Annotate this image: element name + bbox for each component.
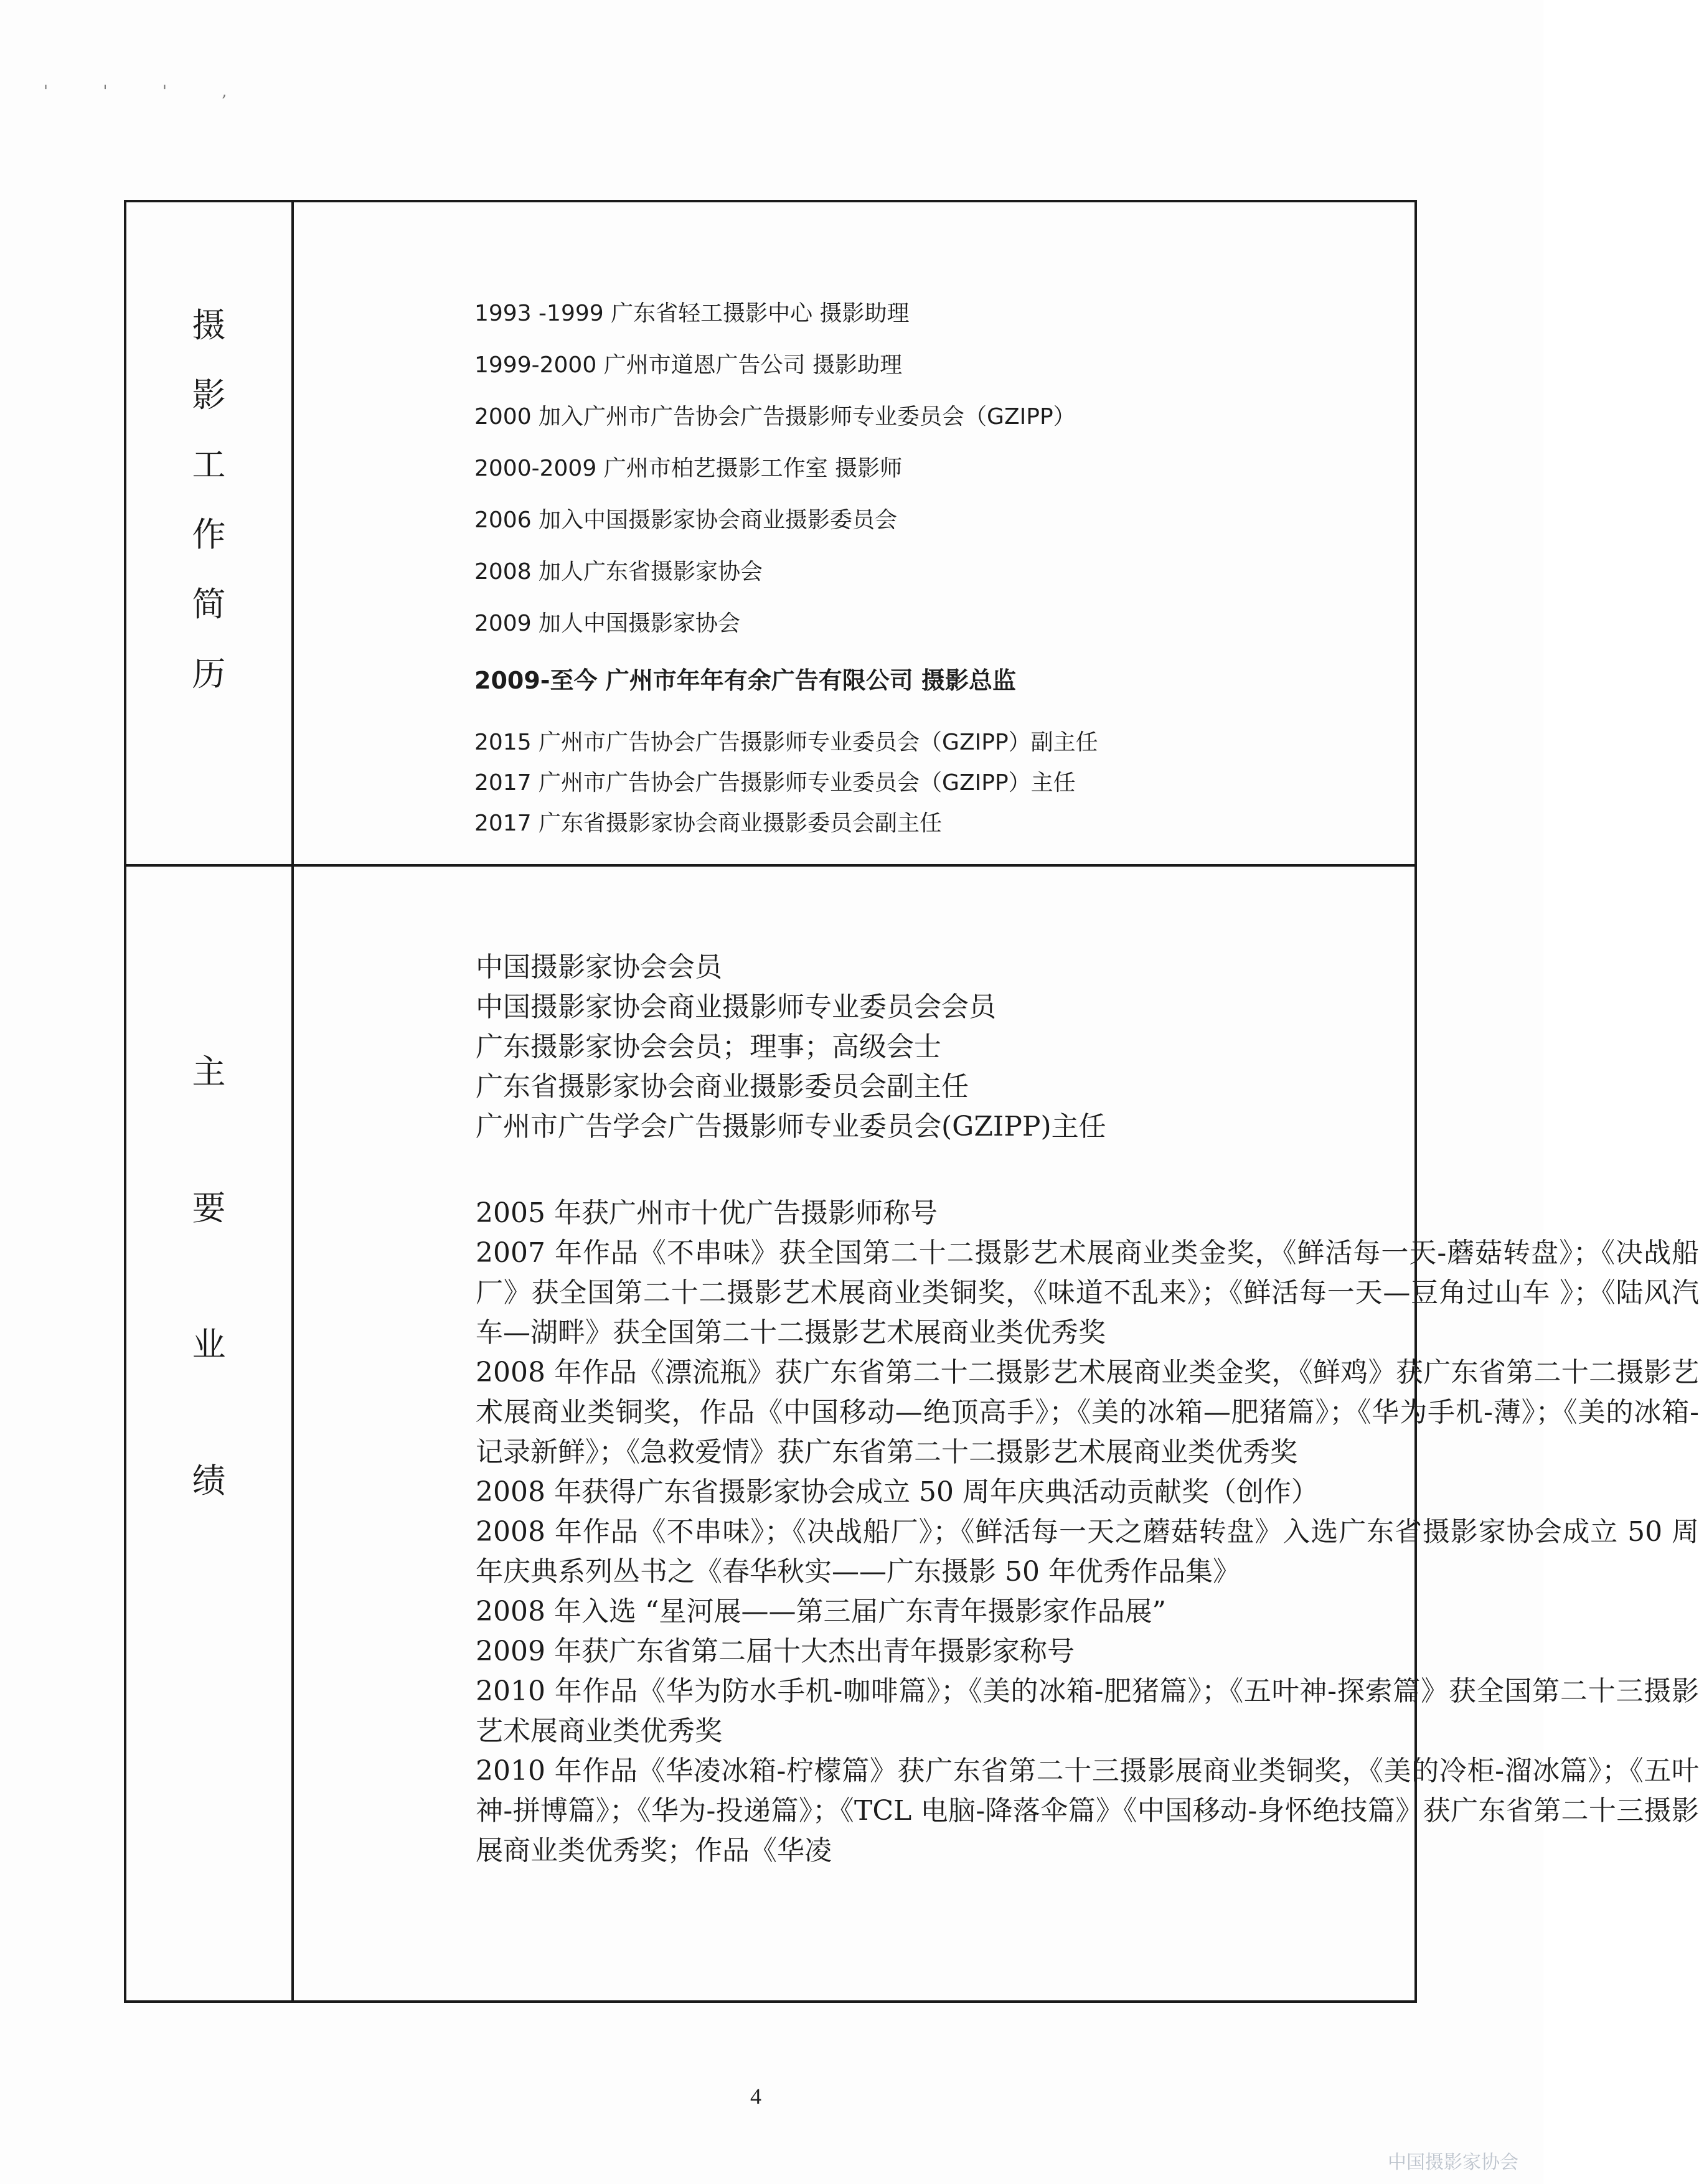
achievements-list <box>476 1193 1699 1871</box>
achievement-item: 2008 年入选 “星河展——第三届广东青年摄影家作品展” <box>476 1596 1166 1627</box>
corner-mark: ' ' ' , <box>44 82 252 101</box>
history-label-char: 影 <box>192 375 226 415</box>
history-entry: 1993 -1999 广东省轻工摄影中心 摄影助理 <box>474 301 910 326</box>
membership-item: 中国摄影家协会商业摄影师专业委员会会员 <box>476 991 996 1023</box>
history-content-cell <box>293 201 1416 865</box>
history-label-cell <box>125 201 293 865</box>
achievement-item: 2008 年作品《不串味》；《决战船厂》；《鲜活每一天之蘑菇转盘》入选广东省摄影家协会成立 50 周年庆典系列丛书之《春华秋实——广东摄影 50 年优秀作品集》 <box>476 1516 1699 1588</box>
membership-item: 广东省摄影家协会商业摄影委员会副主任 <box>476 1071 969 1103</box>
history-entry: 2008 加人广东省摄影家协会 <box>474 559 763 585</box>
history-label-char: 作 <box>192 515 226 554</box>
achievement-item: 2007 年作品《不串味》获全国第二十二摄影艺术展商业类金奖，《鲜活每一天-蘑菇转盘》；《决战船厂》获全国第二十二摄影艺术展商业类铜奖，《味道不乱来》；《鲜活每一天—豆角过山车 》；《陆风汽车—湖畔》获全国第二十二摄影艺术展商业类优秀奖 <box>476 1237 1699 1349</box>
history-entry: 2000 加入广州市广告协会广告摄影师专业委员会（GZIPP） <box>474 404 1076 430</box>
achievements-content-cell <box>293 865 1699 2002</box>
achievements-label-char: 绩 <box>192 1461 226 1500</box>
history-entry: 2006 加入中国摄影家协会商业摄影委员会 <box>474 507 898 533</box>
history-entry: 2017 广东省摄影家协会商业摄影委员会副主任 <box>474 811 943 836</box>
history-entry: 2009 加人中国摄影家协会 <box>474 611 741 636</box>
watermark-logo: 中国摄影家协会 <box>1388 2152 1518 2173</box>
history-label-char: 摄 <box>192 306 226 345</box>
achievements-label-char: 业 <box>192 1325 226 1364</box>
history-entry-current: 2009-至今 广州市年年有余广告有限公司 摄影总监 <box>474 667 1016 694</box>
achievement-item: 2008 年作品《漂流瓶》获广东省第二十二摄影艺术展商业类金奖，《鲜鸡》获广东省第二十二摄影艺术展商业类铜奖，作品《中国移动—绝顶高手》；《美的冰箱—肥猪篇》；《华为手机-薄》；《美的冰箱-记录新鲜》；《急救爱情》获广东省第二十二摄影艺术展商业类优秀奖 <box>476 1357 1699 1468</box>
membership-item: 广州市广告学会广告摄影师专业委员会(GZIPP)主任 <box>476 1111 1106 1142</box>
achievements-label-char: 要 <box>192 1188 226 1228</box>
achievements-label-char: 主 <box>192 1052 226 1091</box>
page-number: 4 <box>750 2084 761 2109</box>
history-label-char: 工 <box>192 445 226 484</box>
history-label-char: 历 <box>192 654 226 694</box>
history-entry: 2017 广州市广告协会广告摄影师专业委员会（GZIPP）主任 <box>474 770 1076 796</box>
membership-item: 中国摄影家协会会员 <box>476 951 722 983</box>
history-label-char: 简 <box>192 585 226 624</box>
achievements-row <box>125 865 1416 2002</box>
history-entry: 2015 广州市广告协会广告摄影师专业委员会（GZIPP）副主任 <box>474 730 1098 755</box>
achievement-item: 2010 年作品《华凌冰箱-柠檬篇》获广东省第二十三摄影展商业类铜奖，《美的冷柜-溜冰篇》；《五叶神-拼博篇》；《华为-投递篇》；《TCL 电脑-降落伞篇》《中国移动-身怀绝技篇》获广东省第二十三摄影展商业类优秀奖；作品《华凌 <box>476 1755 1699 1866</box>
history-row <box>125 201 1416 865</box>
memberships-list <box>476 948 1699 1147</box>
resume-table <box>124 200 1699 2003</box>
achievement-item: 2008 年获得广东省摄影家协会成立 50 周年庆典活动贡献奖（创作） <box>476 1476 1319 1508</box>
history-entry: 2000-2009 广州市柏艺摄影工作室 摄影师 <box>474 456 903 481</box>
history-entry: 1999-2000 广州市道恩广告公司 摄影助理 <box>474 352 903 378</box>
history-label <box>126 202 291 694</box>
achievement-item: 2005 年获广州市十优广告摄影师称号 <box>476 1197 938 1229</box>
achievements-label <box>126 867 291 1498</box>
achievement-item: 2010 年作品《华为防水手机-咖啡篇》；《美的冰箱-肥猪篇》；《五叶神-探索篇》获全国第二十三摄影艺术展商业类优秀奖 <box>476 1675 1699 1747</box>
achievement-item: 2009 年获广东省第二届十大杰出青年摄影家称号 <box>476 1636 1075 1667</box>
membership-item: 广东摄影家协会会员；理事；高级会士 <box>476 1031 941 1063</box>
achievements-label-cell <box>125 865 293 2002</box>
